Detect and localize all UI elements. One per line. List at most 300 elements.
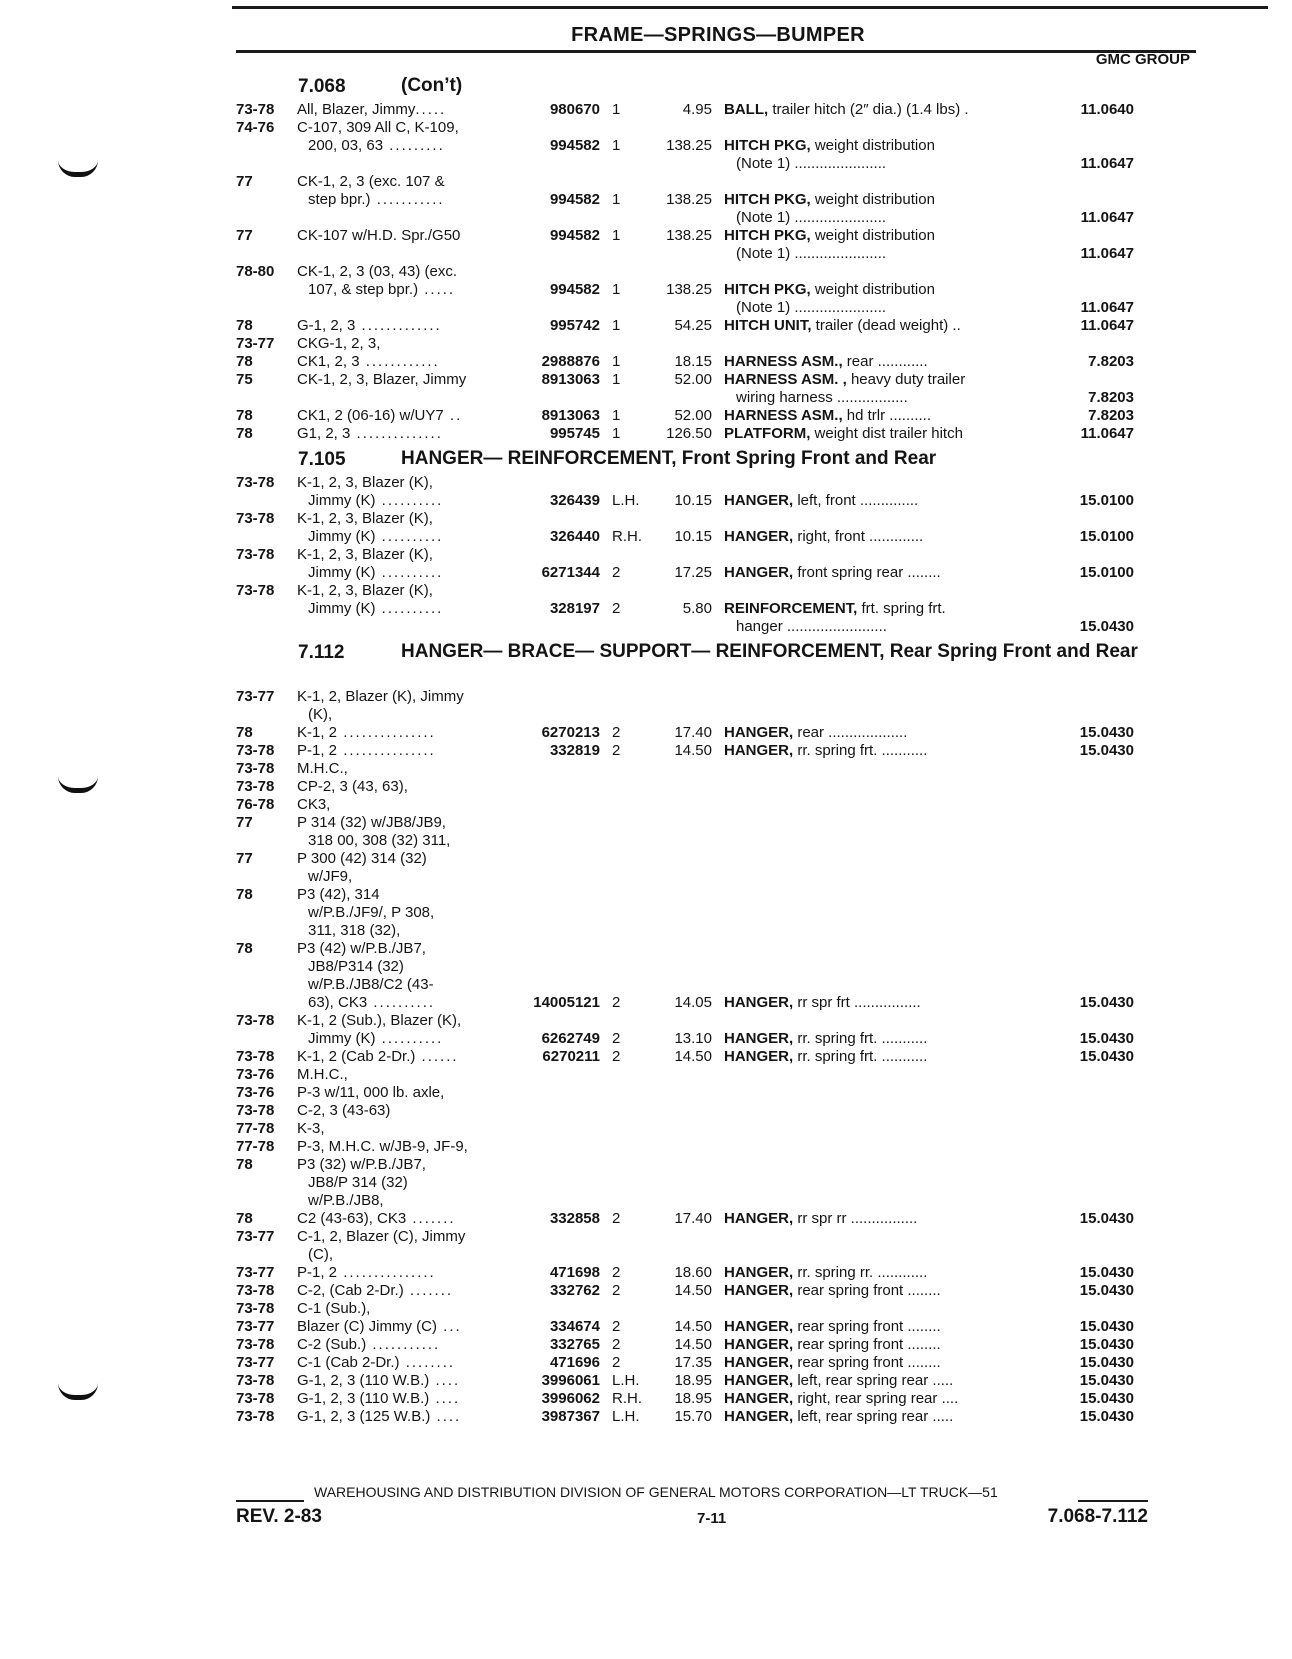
part-description bbox=[724, 600, 1024, 618]
group-number: 11.0640 bbox=[1080, 101, 1134, 118]
leader-dots: ........ bbox=[903, 564, 941, 581]
leader-dots: .......... bbox=[375, 564, 444, 581]
model-year: 73-77 bbox=[236, 1228, 275, 1245]
model-application bbox=[297, 510, 501, 528]
description-keyword: HANGER, bbox=[724, 1390, 794, 1407]
model-text: P-1, 2 bbox=[297, 742, 338, 759]
model-text: All, Blazer, Jimmy bbox=[297, 101, 416, 118]
model-text: G-1, 2, 3 (110 W.B.) bbox=[297, 1390, 430, 1407]
leader-dots: ............. bbox=[864, 528, 924, 545]
description-text: rear bbox=[842, 353, 874, 370]
parts-row bbox=[236, 1390, 1200, 1408]
header-rule bbox=[236, 50, 1196, 53]
leader-dots: ............... bbox=[337, 742, 436, 759]
quantity: 1 bbox=[612, 227, 621, 244]
parts-row bbox=[236, 353, 1200, 371]
model-year: 78 bbox=[236, 407, 253, 424]
model-text: G-1, 2, 3 (110 W.B.) bbox=[297, 1372, 430, 1389]
model-text: Blazer (C) Jimmy (C) bbox=[297, 1318, 437, 1335]
leader-dots: ..... bbox=[928, 1408, 954, 1425]
parts-row bbox=[236, 155, 1200, 173]
part-description bbox=[724, 317, 1024, 335]
model-text: Jimmy (K) bbox=[308, 600, 376, 617]
model-application bbox=[297, 371, 501, 389]
leader-dots: ... bbox=[437, 1318, 462, 1335]
leader-dots: ............. bbox=[355, 317, 442, 334]
model-application bbox=[297, 263, 501, 281]
quantity: 2 bbox=[612, 1354, 621, 1371]
parts-row bbox=[236, 407, 1200, 425]
group-number: 7.8203 bbox=[1088, 407, 1134, 424]
part-number: 6271344 bbox=[541, 564, 600, 581]
parts-row bbox=[236, 850, 1200, 868]
part-description bbox=[724, 191, 1024, 209]
model-text: CK-1, 2, 3 (exc. 107 & bbox=[297, 173, 445, 190]
price: 138.25 bbox=[666, 281, 712, 298]
part-number: 980670 bbox=[549, 101, 600, 118]
price: 5.80 bbox=[682, 600, 712, 617]
model-application bbox=[297, 1372, 501, 1390]
model-application bbox=[308, 904, 512, 922]
parts-row bbox=[236, 796, 1200, 814]
leader-dots: .. bbox=[948, 317, 961, 334]
description-keyword: HANGER, bbox=[724, 994, 794, 1011]
model-year: 73-78 bbox=[236, 1300, 275, 1317]
quantity: 2 bbox=[612, 1210, 621, 1227]
model-text: C-2, (Cab 2-Dr.) bbox=[297, 1282, 404, 1299]
part-number: 2988876 bbox=[541, 353, 600, 370]
model-year: 73-78 bbox=[236, 474, 275, 491]
part-description bbox=[724, 1372, 1024, 1390]
model-application bbox=[297, 688, 501, 706]
parts-row bbox=[236, 688, 1200, 706]
price: 18.60 bbox=[674, 1264, 712, 1281]
part-description bbox=[724, 407, 1024, 425]
price: 14.50 bbox=[674, 1282, 712, 1299]
model-year: 74-76 bbox=[236, 119, 275, 136]
leader-dots: . bbox=[960, 101, 969, 118]
parts-row bbox=[236, 335, 1200, 353]
group-number: 7.8203 bbox=[1088, 389, 1134, 406]
model-text: K-1, 2, 3, Blazer (K), bbox=[297, 582, 433, 599]
description-text: right, rear spring rear bbox=[793, 1390, 938, 1407]
description-keyword: HANGER, bbox=[724, 742, 794, 759]
parts-row bbox=[236, 778, 1200, 796]
section-number: 7.105 bbox=[298, 449, 346, 470]
price: 138.25 bbox=[666, 191, 712, 208]
model-application bbox=[297, 814, 501, 832]
model-year: 78 bbox=[236, 1156, 253, 1173]
description-keyword: HITCH PKG, bbox=[724, 137, 811, 154]
parts-row bbox=[236, 263, 1200, 281]
quantity: 2 bbox=[612, 1336, 621, 1353]
leader-dots: ........... bbox=[877, 1048, 928, 1065]
part-description bbox=[724, 1354, 1024, 1372]
part-description bbox=[724, 528, 1024, 546]
description-text: rear spring front bbox=[793, 1336, 904, 1353]
quantity: 1 bbox=[612, 371, 621, 388]
model-year: 77-78 bbox=[236, 1120, 275, 1137]
model-text: C-1 (Cab 2-Dr.) bbox=[297, 1354, 400, 1371]
model-text: Jimmy (K) bbox=[308, 492, 376, 509]
model-text: CP-2, 3 (43, 63), bbox=[297, 778, 408, 795]
parts-row bbox=[236, 492, 1200, 510]
model-application bbox=[297, 1138, 501, 1156]
description-keyword: HITCH PKG, bbox=[724, 191, 811, 208]
binder-hole-mark bbox=[58, 160, 98, 177]
parts-row bbox=[236, 1138, 1200, 1156]
model-text: step bpr.) bbox=[308, 191, 371, 208]
parts-row bbox=[236, 922, 1200, 940]
page-title: FRAME—SPRINGS—BUMPER bbox=[571, 24, 865, 46]
leader-dots: .......... bbox=[375, 528, 444, 545]
price: 18.95 bbox=[674, 1390, 712, 1407]
parts-row bbox=[236, 474, 1200, 492]
model-year: 73-77 bbox=[236, 1264, 275, 1281]
model-text: K-1, 2, 3, Blazer (K), bbox=[297, 546, 433, 563]
price: 13.10 bbox=[674, 1030, 712, 1047]
parts-row bbox=[236, 976, 1200, 994]
model-application bbox=[308, 832, 512, 850]
description-text: rear spring front bbox=[793, 1318, 904, 1335]
section-title: (Con’t) bbox=[401, 75, 463, 96]
description-text: hd trlr bbox=[842, 407, 886, 424]
model-text: P-1, 2 bbox=[297, 1264, 338, 1281]
model-text: CK1, 2 (06-16) w/UY7 bbox=[297, 407, 444, 424]
leader-dots: ........ bbox=[903, 1336, 941, 1353]
section-number: 7.068 bbox=[298, 76, 346, 97]
parts-row bbox=[236, 832, 1200, 850]
section-number: 7.112 bbox=[298, 642, 345, 663]
parts-row bbox=[236, 1282, 1200, 1300]
parts-row bbox=[236, 1192, 1200, 1210]
description-text: weight distribution bbox=[810, 191, 935, 208]
model-year: 78 bbox=[236, 724, 253, 741]
model-text: G1, 2, 3 bbox=[297, 425, 351, 442]
model-text: P 314 (32) w/JB8/JB9, bbox=[297, 814, 446, 831]
parts-row bbox=[236, 1102, 1200, 1120]
model-year: 73-76 bbox=[236, 1066, 275, 1083]
parts-row bbox=[236, 582, 1200, 600]
part-number: 326439 bbox=[549, 492, 600, 509]
quantity: 2 bbox=[612, 1318, 621, 1335]
model-application bbox=[297, 1228, 501, 1246]
quantity: 2 bbox=[612, 1048, 621, 1065]
group-number: 15.0430 bbox=[1079, 1318, 1134, 1335]
part-description bbox=[724, 742, 1024, 760]
leader-dots: ....... bbox=[406, 1210, 456, 1227]
description-text: wiring harness bbox=[736, 389, 833, 406]
part-description bbox=[736, 209, 1036, 227]
parts-row bbox=[236, 389, 1200, 407]
leader-dots: ............ bbox=[873, 353, 928, 370]
leader-dots: ...................... bbox=[790, 299, 887, 316]
leader-dots: ........ bbox=[903, 1282, 941, 1299]
model-year: 73-78 bbox=[236, 1336, 275, 1353]
quantity: 2 bbox=[612, 1282, 621, 1299]
description-text: trailer (dead weight) bbox=[811, 317, 949, 334]
parts-row bbox=[236, 425, 1200, 443]
model-text: K-1, 2 (Sub.), Blazer (K), bbox=[297, 1012, 462, 1029]
model-application bbox=[297, 1300, 501, 1318]
quantity: L.H. bbox=[612, 492, 640, 509]
model-text: (K), bbox=[308, 706, 333, 723]
parts-row bbox=[236, 528, 1200, 546]
group-number: 15.0430 bbox=[1079, 618, 1134, 635]
leader-dots: ........ bbox=[903, 1318, 941, 1335]
model-year: 73-76 bbox=[236, 1084, 275, 1101]
description-keyword: REINFORCEMENT, bbox=[724, 600, 858, 617]
section-heading bbox=[236, 640, 1200, 688]
parts-row bbox=[236, 1354, 1200, 1372]
page-number: 7-11 bbox=[697, 1510, 727, 1527]
description-keyword: HARNESS ASM., bbox=[724, 407, 843, 424]
model-text: CK-1, 2, 3, Blazer, Jimmy bbox=[297, 371, 467, 388]
leader-dots: ..... bbox=[418, 281, 456, 298]
description-text: right, front bbox=[793, 528, 865, 545]
part-number: 995742 bbox=[549, 317, 600, 334]
model-text: CKG-1, 2, 3, bbox=[297, 335, 381, 352]
leader-dots: .......... bbox=[885, 407, 931, 424]
model-year: 73-78 bbox=[236, 1390, 275, 1407]
model-application bbox=[297, 317, 501, 335]
model-text: P 300 (42) 314 (32) bbox=[297, 850, 427, 867]
description-text: weight distribution bbox=[810, 137, 935, 154]
model-application bbox=[308, 600, 512, 618]
leader-dots: ............... bbox=[337, 1264, 436, 1281]
section-title: HANGER— REINFORCEMENT, Front Spring Front and Rear bbox=[401, 448, 937, 469]
description-text: frt. spring frt. bbox=[857, 600, 946, 617]
price: 14.05 bbox=[674, 994, 712, 1011]
part-number: 8913063 bbox=[541, 407, 600, 424]
part-number: 332762 bbox=[549, 1282, 600, 1299]
price: 17.40 bbox=[674, 1210, 712, 1227]
model-year: 78 bbox=[236, 1210, 253, 1227]
footer-rule-right bbox=[1078, 1500, 1148, 1502]
model-application bbox=[297, 1282, 501, 1300]
model-application bbox=[297, 119, 501, 137]
description-keyword: HANGER, bbox=[724, 564, 794, 581]
parts-row bbox=[236, 1012, 1200, 1030]
model-application bbox=[297, 582, 501, 600]
model-application bbox=[308, 191, 512, 209]
model-text: K-1, 2, Blazer (K), Jimmy bbox=[297, 688, 464, 705]
model-text: G-1, 2, 3 (125 W.B.) bbox=[297, 1408, 431, 1425]
description-text: weight distribution bbox=[810, 281, 935, 298]
model-text: P3 (42), 314 bbox=[297, 886, 380, 903]
group-number: 15.0430 bbox=[1079, 1408, 1134, 1425]
parts-row bbox=[236, 317, 1200, 335]
leader-dots: ...................... bbox=[790, 155, 887, 172]
description-text: rr spr rr bbox=[793, 1210, 847, 1227]
model-text: w/JF9, bbox=[308, 868, 353, 885]
model-application bbox=[297, 1120, 501, 1138]
parts-row bbox=[236, 724, 1200, 742]
part-number: 994582 bbox=[549, 191, 600, 208]
leader-dots: ........ bbox=[903, 1354, 941, 1371]
part-number: 14005121 bbox=[533, 994, 600, 1011]
part-description bbox=[736, 618, 1036, 636]
model-application bbox=[297, 101, 501, 119]
parts-row bbox=[236, 227, 1200, 245]
model-application bbox=[308, 492, 512, 510]
footer-publisher: WAREHOUSING AND DISTRIBUTION DIVISION OF GENERAL MOTORS CORPORATION—LT TRUCK—51 bbox=[314, 1484, 998, 1500]
description-keyword: HANGER, bbox=[724, 1336, 794, 1353]
part-description bbox=[724, 1030, 1024, 1048]
part-description bbox=[724, 1264, 1024, 1282]
parts-row bbox=[236, 1120, 1200, 1138]
model-text: P-3, M.H.C. w/JB-9, JF-9, bbox=[297, 1138, 468, 1155]
leader-dots: ........... bbox=[366, 1336, 441, 1353]
model-year: 73-78 bbox=[236, 778, 275, 795]
model-year: 78 bbox=[236, 425, 253, 442]
model-text: (C), bbox=[308, 1246, 333, 1263]
model-application bbox=[297, 886, 501, 904]
section-title: HANGER— BRACE— SUPPORT— REINFORCEMENT, Rear Spring Front and Rear bbox=[401, 641, 1138, 662]
price: 14.50 bbox=[674, 1336, 712, 1353]
model-application bbox=[297, 1012, 501, 1030]
model-application bbox=[297, 1318, 501, 1336]
model-text: K-1, 2 (Cab 2-Dr.) bbox=[297, 1048, 416, 1065]
parts-row bbox=[236, 1210, 1200, 1228]
part-number: 471698 bbox=[549, 1264, 600, 1281]
part-number: 332858 bbox=[549, 1210, 600, 1227]
model-year: 73-78 bbox=[236, 1282, 275, 1299]
part-description bbox=[724, 371, 1024, 389]
leader-dots: .......... bbox=[367, 994, 436, 1011]
model-application bbox=[297, 1264, 501, 1282]
quantity: 2 bbox=[612, 724, 621, 741]
price: 10.15 bbox=[674, 492, 712, 509]
description-keyword: HITCH PKG, bbox=[724, 227, 811, 244]
group-number: 15.0430 bbox=[1079, 742, 1134, 759]
quantity: 1 bbox=[612, 425, 621, 442]
description-text: trailer hitch (2″ dia.) (1.4 lbs) bbox=[768, 101, 961, 118]
model-text: CK-107 w/H.D. Spr./G50 bbox=[297, 227, 461, 244]
parts-row bbox=[236, 1246, 1200, 1264]
parts-row bbox=[236, 510, 1200, 528]
model-text: P3 (42) w/P.B./JB7, bbox=[297, 940, 426, 957]
parts-row bbox=[236, 1408, 1200, 1426]
description-text: left, rear spring rear bbox=[793, 1408, 929, 1425]
group-number: 11.0647 bbox=[1080, 209, 1134, 226]
part-description bbox=[724, 425, 1024, 443]
description-text: (Note 1) bbox=[736, 299, 791, 316]
leader-dots: .......... bbox=[375, 492, 444, 509]
part-description bbox=[724, 994, 1024, 1012]
quantity: 2 bbox=[612, 994, 621, 1011]
model-application bbox=[308, 706, 512, 724]
quantity: 1 bbox=[612, 191, 621, 208]
group-number: 11.0647 bbox=[1080, 245, 1134, 262]
group-number: 15.0430 bbox=[1079, 994, 1134, 1011]
description-text: left, front bbox=[793, 492, 856, 509]
quantity: L.H. bbox=[612, 1372, 640, 1389]
group-number: 15.0430 bbox=[1079, 1336, 1134, 1353]
group-number: 15.0430 bbox=[1079, 1210, 1134, 1227]
description-keyword: HITCH PKG, bbox=[724, 281, 811, 298]
leader-dots: ..... bbox=[928, 1372, 954, 1389]
binder-hole-mark bbox=[58, 1383, 98, 1400]
model-text: K-1, 2, 3, Blazer (K), bbox=[297, 510, 433, 527]
parts-row bbox=[236, 299, 1200, 317]
part-description bbox=[724, 281, 1024, 299]
parts-row bbox=[236, 173, 1200, 191]
parts-row bbox=[236, 706, 1200, 724]
description-text: weight distribution bbox=[810, 227, 935, 244]
price: 15.70 bbox=[674, 1408, 712, 1425]
description-text: (Note 1) bbox=[736, 245, 791, 262]
parts-row bbox=[236, 281, 1200, 299]
description-text: rear spring front bbox=[793, 1354, 904, 1371]
model-application bbox=[297, 227, 501, 245]
model-text: 311, 318 (32), bbox=[308, 922, 401, 939]
model-year: 78 bbox=[236, 317, 253, 334]
parts-row bbox=[236, 886, 1200, 904]
group-number: 15.0100 bbox=[1079, 528, 1134, 545]
quantity: 1 bbox=[612, 317, 621, 334]
quantity: 2 bbox=[612, 1264, 621, 1281]
model-year: 73-77 bbox=[236, 688, 275, 705]
parts-row bbox=[236, 1300, 1200, 1318]
description-text: rear spring front bbox=[793, 1282, 904, 1299]
part-description bbox=[724, 492, 1024, 510]
model-application bbox=[308, 564, 512, 582]
description-keyword: HANGER, bbox=[724, 1372, 794, 1389]
group-number: 15.0430 bbox=[1079, 1390, 1134, 1407]
section-heading bbox=[236, 447, 1200, 474]
model-text: w/P.B./JF9/, P 308, bbox=[308, 904, 435, 921]
price: 17.25 bbox=[674, 564, 712, 581]
price: 126.50 bbox=[666, 425, 712, 442]
description-text: front spring rear bbox=[793, 564, 904, 581]
model-application bbox=[297, 1102, 501, 1120]
leader-dots: .............. bbox=[350, 425, 443, 442]
part-description bbox=[736, 245, 1036, 263]
model-text: G-1, 2, 3 bbox=[297, 317, 356, 334]
model-year: 78-80 bbox=[236, 263, 275, 280]
model-text: 200, 03, 63 bbox=[308, 137, 384, 154]
leader-dots: ....... bbox=[403, 1282, 454, 1299]
model-application bbox=[297, 760, 501, 778]
part-description bbox=[724, 724, 1024, 742]
group-number: 15.0430 bbox=[1079, 1282, 1134, 1299]
model-year: 73-78 bbox=[236, 510, 275, 527]
leader-dots: ...... bbox=[415, 1048, 459, 1065]
parts-row bbox=[236, 191, 1200, 209]
part-number: 326440 bbox=[549, 528, 600, 545]
description-keyword: HANGER, bbox=[724, 1048, 794, 1065]
model-text: C-2, 3 (43-63) bbox=[297, 1102, 391, 1119]
model-application bbox=[297, 474, 501, 492]
part-number: 334674 bbox=[549, 1318, 600, 1335]
model-application bbox=[308, 1174, 512, 1192]
model-application bbox=[297, 1390, 501, 1408]
price: 52.00 bbox=[674, 371, 712, 388]
model-year: 75 bbox=[236, 371, 253, 388]
part-number: 994582 bbox=[549, 227, 600, 244]
part-description bbox=[736, 299, 1036, 317]
parts-row bbox=[236, 994, 1200, 1012]
parts-row bbox=[236, 1372, 1200, 1390]
part-number: 994582 bbox=[549, 137, 600, 154]
parts-row bbox=[236, 868, 1200, 886]
parts-row bbox=[236, 1174, 1200, 1192]
model-application bbox=[308, 1192, 512, 1210]
model-year: 73-77 bbox=[236, 335, 275, 352]
price: 4.95 bbox=[682, 101, 712, 118]
description-text: weight dist trailer hitch bbox=[810, 425, 963, 442]
